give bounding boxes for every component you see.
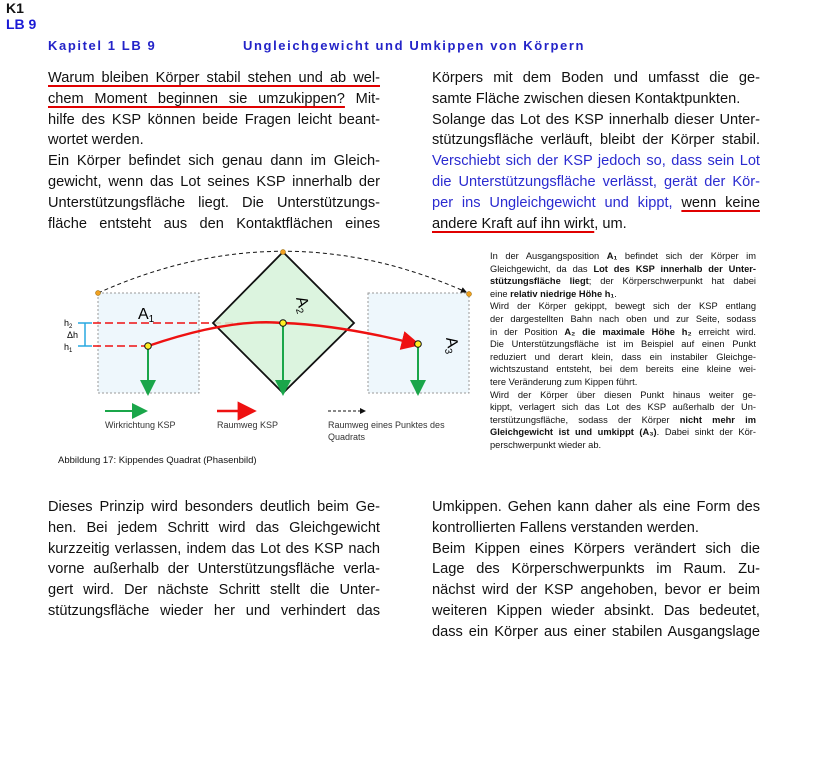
text-bold: A₁ [606, 251, 618, 261]
text-line: weiteren Kippen wieder absinkt. Das bedeutet, [432, 602, 760, 619]
text-line: Lage des Körperschwerpunkts im Raum. Zu- [432, 561, 760, 578]
text-bold: A₂ die maximale Höhe h₂ [564, 326, 692, 337]
text-line: kontrollierten Fallens verstanden werden. [432, 519, 699, 536]
text-line: gert wird. Der nächste Schritt stellt die Unter- [48, 582, 380, 599]
text-column-3 [48, 497, 380, 622]
text-line: vorne außerhalb der Unterstützungsfläche verla- [48, 561, 380, 578]
text-line: samte Fläche zwischen diesen Kontaktpunkten. [432, 90, 741, 107]
corner-point [281, 250, 286, 255]
text-line: Unterstützungsfläche liegt. Die Unterstützungs- [48, 194, 380, 211]
text-line: hen. Bei jedem Schritt wird das Gleichgewicht [48, 519, 380, 536]
text-line: gewicht, wenn das Lot seines KSP innerhalb der [48, 173, 380, 190]
text-column-4 [432, 497, 760, 643]
text: . Dabei sinkt der Kör- [656, 427, 756, 438]
legend-dashed-label-2: Quadrats [328, 432, 366, 442]
text-line: wortet werden. [48, 132, 144, 149]
text-line: stützungsfläche verläuft, bleibt der Körper stabil. [432, 132, 760, 149]
text-bold: Lot des KSP innerhalb der Unter- [593, 263, 756, 274]
underlined-question-end: chem Moment beginnen sie umzukippen? [48, 90, 345, 107]
label-h1: $h_1$ [64, 342, 73, 354]
text-bold: nicht mehr im [679, 414, 756, 425]
text: befindet sich der Körper im [617, 251, 756, 261]
text-line: Körpers mit dem Boden und umfasst die ge- [432, 70, 760, 86]
text: eine [490, 288, 511, 299]
text-line: kippt, verlagert sich das Lot des KSP außerhalb der Un- [490, 402, 756, 413]
text-line: der dargestellten Bahn nach oben und zur Seite, sodass [490, 313, 756, 324]
text-line: perschwerpunkt wieder ab. [490, 439, 602, 450]
corner-label-lb: LB 9 [6, 16, 37, 32]
text-line: fläche entsteht aus den Kontaktflächen eines [48, 215, 380, 232]
text: ; der Körperschwerpunkt hat dabei [588, 276, 756, 287]
figure-explanation [490, 250, 756, 452]
label-a2: A2 [292, 294, 312, 316]
text-line: tere Veränderung zum Kippen führt. [490, 376, 638, 387]
label-a1: A1 [138, 306, 155, 325]
text-line: Dieses Prinzip wird besonders deutlich beim Ge- [48, 499, 380, 515]
text-line: wichtszustand entsteht, bei dem bereits eine kleine wei- [490, 364, 756, 375]
text: Gleichgewicht, da das [490, 263, 594, 274]
chapter-label: Kapitel 1 LB 9 [48, 38, 157, 53]
legend-red-label: Raumweg KSP [217, 420, 279, 430]
corner-label-k1: K1 [6, 0, 24, 16]
text-line-highlight: Verschiebt sich der KSP jedoch so, dass sein Lot [432, 153, 760, 170]
delta-h-bracket [78, 323, 92, 346]
ksp-point-a1 [145, 343, 152, 350]
text-line: Wird der Körper gekippt, bewegt sich der KSP entlang [490, 301, 756, 312]
label-a3: A3 [441, 335, 461, 356]
text-line: Die Unterstützungsfläche ist im Beispiel auf einen Punkt [490, 339, 756, 350]
text-line: Solange das Lot des KSP innerhalb dieser Unter- [432, 111, 760, 128]
underlined-text: wenn keine [681, 194, 760, 211]
text: erreicht wird. [691, 326, 757, 337]
text-column-2 [432, 68, 760, 234]
text: In der Ausgangsposition [490, 251, 607, 261]
text-line: Ein Körper befindet sich genau dann im Gleich- [48, 153, 380, 170]
text-bold: relativ niedrige Höhe h₁ [510, 288, 615, 299]
underlined-text: andere Kraft auf ihn wirkt [432, 215, 595, 232]
page-title: Ungleichgewicht und Umkippen von Körpern [243, 38, 586, 53]
legend-dashed-label: Raumweg eines Punktes des [328, 420, 445, 430]
text-highlight: per ins Ungleichgewicht und kippt, [432, 194, 682, 211]
text-line: Beim Kippen eines Körpers verändert sich die [432, 540, 760, 557]
text-line-highlight: die Unterstützungsfläche verlässt, gerät der Kör- [432, 173, 760, 190]
text-line: dass ein Körper aus einer stabilen Ausgangslage [432, 623, 760, 640]
text-line: kurzzeitig verlassen, indem das Lot des KSP nach [48, 540, 380, 557]
text-line: reduziert und derart klein, dass ein instabiler Gleichge- [490, 351, 756, 362]
text-bold: stützungsfläche liegt [490, 276, 589, 287]
text-line: hilfe des KSP können beide Fragen leicht beant- [48, 111, 380, 128]
corner-point [467, 292, 472, 297]
corner-point [96, 291, 101, 296]
text-line: Umkippen. Gehen kann daher als eine Form des [432, 499, 760, 515]
label-h2: $h_2$ [64, 318, 73, 330]
figure-caption: Abbildung 17: Kippendes Quadrat (Phasenbild) [58, 455, 257, 466]
text: terstützungsfläche, sodass der Körper [490, 414, 680, 425]
legend-green-label: Wirkrichtung KSP [105, 420, 176, 430]
text-line: stützungsfläche wieder her und verhindert das [48, 602, 380, 619]
ksp-point-a3 [415, 341, 422, 348]
text-line: nächst wird der KSP angehoben, bevor er beim [432, 582, 760, 599]
label-delta-h: Δh [67, 330, 79, 340]
text: Mit- [344, 90, 380, 107]
underlined-question: Warum bleiben Körper stabil stehen und ab wel- [48, 70, 380, 86]
text-column-1 [48, 68, 380, 234]
text-bold: Gleichgewicht ist und umkippt (A₃) [490, 427, 657, 438]
text: in der Position [490, 326, 565, 337]
text-line: Wird der Körper über diesen Punkt hinaus weiter ge- [490, 389, 756, 400]
text: , um. [594, 215, 627, 232]
text: . [614, 288, 617, 299]
ksp-point-a2 [280, 320, 287, 327]
tipping-square-figure [50, 245, 480, 470]
